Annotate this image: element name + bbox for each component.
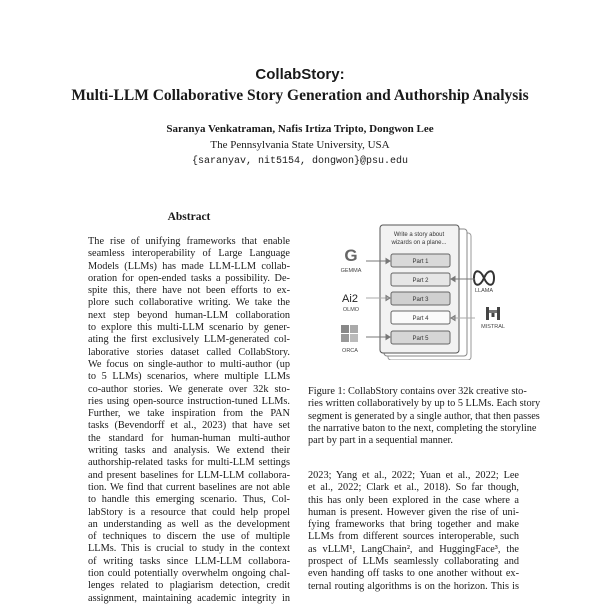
text-line: human is present. However given the rise of uni- [308, 506, 519, 518]
story-part-label: Part 5 [412, 336, 429, 342]
text-line: laborative stories dataset called CollabStory. [88, 346, 290, 358]
text-line: an understanding as well as the development [88, 518, 290, 530]
model-label-llama: LLAMA [474, 288, 494, 294]
text-line: the standard for human-human multi-author [88, 432, 290, 444]
text-line: spite this, there have not been efforts to ex- [88, 285, 290, 297]
text-line: co-author stories. We generate over 32k sto- [88, 383, 290, 395]
text-line: fying frameworks that bring together and make [308, 519, 519, 531]
text-line: Further, we take inspiration from the PAN [88, 408, 290, 420]
text-line: authorship-related tasks for multi-LLM settings [88, 457, 290, 469]
model-label-mistral: MISTRAL [481, 324, 505, 330]
text-line: and present baselines for LLM-LLM collabora- [88, 469, 290, 481]
text-line: next step beyond human-LLM collaboration [88, 309, 290, 321]
text-line: even handing off tasks to one another without ex- [308, 568, 519, 580]
abstract-heading: Abstract [167, 211, 211, 223]
text-line: prospect of LLMs seamlessly collaborating and [308, 556, 519, 568]
text-line: ating the first exclusively LLM-generated col- [88, 334, 290, 346]
text-line: assignment, maintaining academic integrity in [88, 592, 290, 604]
text-line: Figure 1: CollabStory contains over 32k creative sto- [308, 386, 527, 397]
text-line: to 5 LLMs) scenarios, where multiple LLMs [88, 371, 290, 383]
text-line: lenges related to plagiarism detection, credit [88, 580, 290, 592]
model-label-gemma: GEMMA [340, 268, 362, 274]
text-line: LLMs. This is crucial to study in the context [88, 543, 290, 555]
authors: Saranya Venkatraman, Nafis Irtiza Tripto, Dongwon Lee [166, 123, 434, 135]
paper-subtitle: Multi-LLM Collaborative Story Generation and Authorship Analysis [71, 87, 529, 104]
ai2-logo-icon: Ai2 [342, 293, 358, 305]
text-line: of writing tasks since LLM-LLM collabora- [88, 555, 290, 567]
text-line: this has only been explored in the case where a [308, 494, 519, 506]
text-line: segment is generated by a single author, that then passes [308, 410, 540, 422]
story-part-label: Part 1 [412, 259, 429, 265]
text-line: oration for open-ended tasks a possibility. De- [88, 272, 290, 284]
gemma-logo-icon: G [344, 246, 358, 265]
text-line: ries using open-source instruction-tuned LLMs. [88, 395, 290, 407]
text-line: tion could potentially overwhelm ongoing chal- [88, 568, 290, 580]
text-line: to explore this multi-LLM scenario by gener- [88, 322, 290, 334]
text-line: seamless interoperability of Large Language [88, 248, 290, 260]
mistral-logo-icon [486, 307, 500, 320]
text-line: writing tasks and analysis. We extend their [88, 445, 290, 457]
model-label-olmo: OLMO [342, 307, 360, 313]
story-part-label: Part 2 [412, 278, 429, 284]
text-line: We focus on single-author to multi-author (up [88, 358, 290, 370]
text-line: as vLLM¹, LangChain², and HuggingFace³, the [308, 543, 519, 555]
intro-body [308, 470, 519, 593]
prompt-line-1: Write a story about [393, 232, 445, 238]
llama-logo-icon [474, 271, 494, 285]
figure-caption [308, 386, 541, 447]
email: {saranyav, nit5154, dongwon}@psu.edu [191, 156, 409, 167]
text-line: labStory is a resource that could help propel [88, 506, 290, 518]
figure-diagram [330, 220, 510, 360]
story-part-label: Part 3 [412, 297, 429, 303]
text-line: The rise of unifying frameworks that enable [88, 236, 290, 247]
text-line: part by part in a sequential manner. [308, 435, 453, 447]
abstract-body [88, 236, 290, 605]
text-line: tasks (Bevendorff et al., 2023) that have set [88, 420, 290, 432]
text-line: ternal routing algorithms is on the horizon. This is [308, 580, 519, 592]
text-line: ries written collaboratively by up to 5 LLMs. Each story [308, 398, 541, 410]
text-line: to handle this emerging scenario. Thus, Col- [88, 494, 290, 506]
text-line: et al., 2022; Clark et al., 2018). So far though, [308, 482, 519, 494]
model-label-orca: ORCA [342, 348, 358, 354]
prompt-line-2: wizards on a plane... [391, 240, 447, 246]
text-line: the narrative baton to the next, completing the storyline [308, 422, 537, 434]
orca-logo-icon [341, 325, 358, 342]
story-part-label: Part 4 [412, 316, 429, 322]
text-line: plore such collaborative writing. We take the [88, 297, 290, 309]
text-line: tion. We find that current baselines are not able [88, 481, 290, 493]
text-line: LLMs from different sources interoperable, such [308, 531, 519, 543]
text-line: Models (LLMs) has made LLM-LLM collab- [88, 260, 290, 272]
paper-title: CollabStory: [255, 66, 345, 83]
affiliation: The Pennsylvania State University, USA [210, 139, 390, 151]
text-line: of techniques to discern the use of multiple [88, 531, 290, 543]
text-line: 2023; Yang et al., 2022; Yuan et al., 2022; Lee [308, 470, 519, 481]
